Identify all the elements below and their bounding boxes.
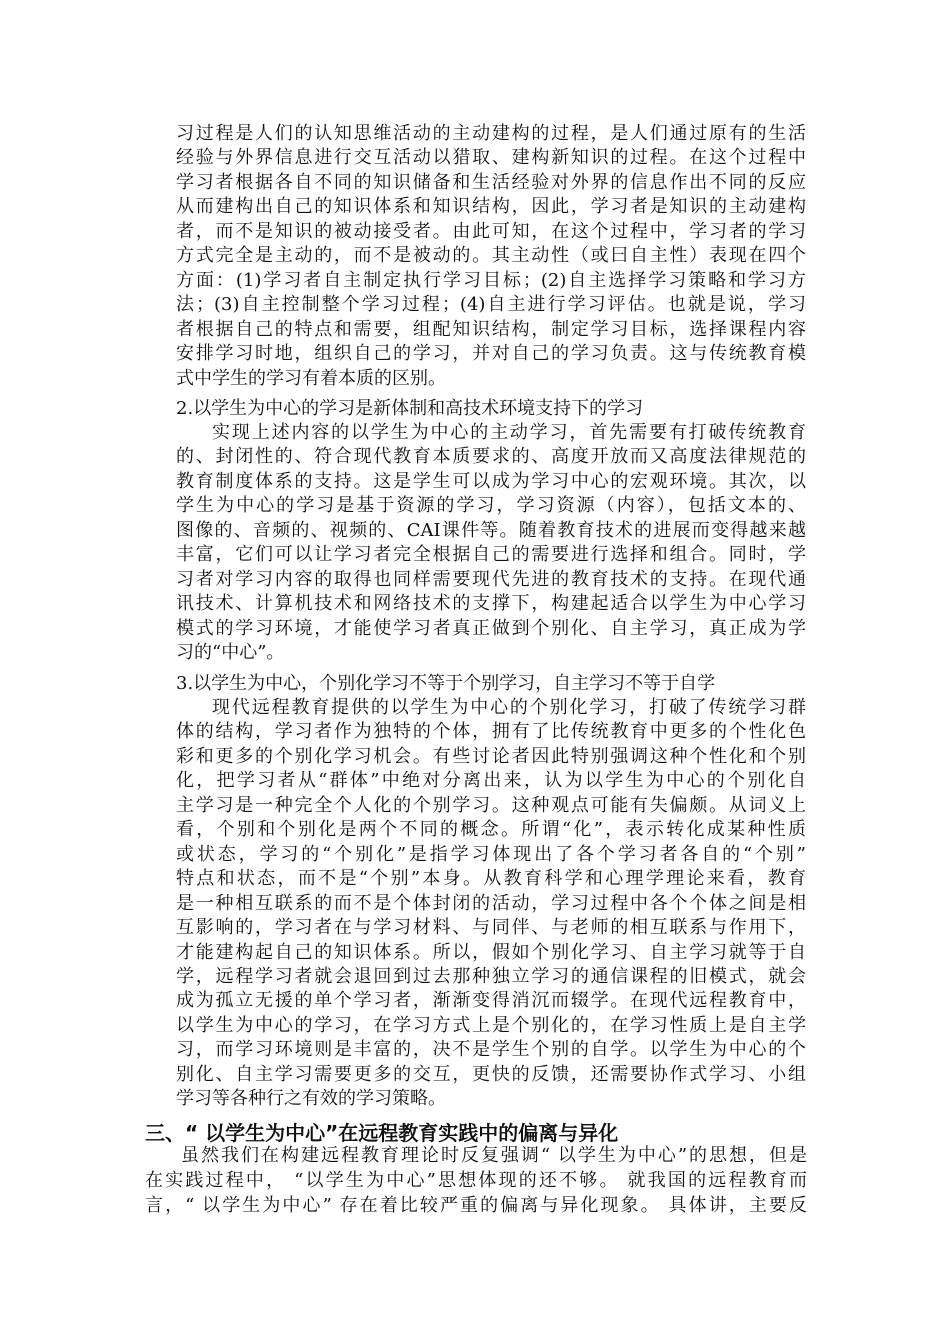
text-line: 互影响的，学习者在与学习材料、与同伴、与老师的相互联系与作用下， <box>176 917 806 939</box>
paragraph-2 <box>176 421 806 666</box>
section-heading: 三、“ 以学生为中心”在远程教育实践中的偏离与异化 <box>145 1121 619 1145</box>
text-line: 是一种相互联系的而不是个体封闭的活动，学习过程中各个个体之间是相 <box>176 892 806 914</box>
text-line: 在实践过程中， “以学生为中心”思想体现的还不够。 就我国的远程教育而 <box>145 1170 807 1191</box>
text-line: 彩和更多的个别化学习机会。有些讨论者因此特别强调这种个性化和个别 <box>176 745 806 767</box>
text-line: 以学生为中心的学习，在学习方式上是个别化的，在学习性质上是自主学 <box>176 1014 806 1036</box>
subheading-3: 3.以学生为中心，个别化学习不等于个别学习，自主学习不等于自学 <box>176 673 716 694</box>
text-line: 者，而不是知识的被动接受者。由此可知，在这个过程中，学习者的学习 <box>176 220 806 242</box>
text-line: 式中学生的学习有着本质的区别。 <box>176 367 446 389</box>
text-line: 模式的学习环境，才能使学习者真正做到个别化、自主学习，真正成为学 <box>176 617 806 639</box>
text-line: 别化、自主学习需要更多的交互，更快的反馈，还需要协作式学习、小组 <box>176 1063 806 1085</box>
text-line: 法；(3)自主控制整个学习过程；(4)自主进行学习评估。也就是说，学习 <box>176 294 806 316</box>
paragraph-3 <box>176 696 806 1112</box>
text-line: 现代远程教育提供的以学生为中心的个别化学习，打破了传统学习群 <box>212 697 806 718</box>
text-line: 言，“ 以学生为中心” 存在着比较严重的偏离与异化现象。 具体讲，主要反 <box>145 1195 807 1216</box>
text-line: 者根据自己的特点和需要，组配知识结构，制定学习目标，选择课程内容 <box>176 318 806 340</box>
text-line: 从而建构出自己的知识体系和知识结构，因此，学习者是知识的主动建构 <box>176 196 806 218</box>
text-line: 化，把学习者从“群体”中绝对分离出来，认为以学生为中心的个别化自 <box>176 770 806 792</box>
text-line: 实现上述内容的以学生为中心的主动学习，首先需要有打破传统教育 <box>212 422 806 443</box>
text-line: 丰富，它们可以让学习者完全根据自己的需要进行选择和组合。同时，学 <box>176 544 806 566</box>
text-line: 经验与外界信息进行交互活动以猎取、建构新知识的过程。在这个过程中 <box>176 147 806 169</box>
paragraph-1 <box>176 122 806 391</box>
text-line: 教育制度体系的支持。这是学生可以成为学习中心的宏观环境。其次，以 <box>176 470 806 492</box>
text-line: 图像的、音频的、视频的、CAI课件等。随着教育技术的进展而变得越来越 <box>176 519 806 541</box>
text-line: 体的结构，学习者作为独特的个体，拥有了比传统教育中更多的个性化色 <box>176 721 806 743</box>
text-line: 方式完全是主动的，而不是被动的。其主动性（或曰自主性）表现在四个 <box>176 245 806 267</box>
text-line: 或状态，学习的“个别化”是指学习体现出了各个学习者各自的“个别” <box>176 843 806 865</box>
text-line: 方面：(1)学习者自主制定执行学习目标；(2)自主选择学习策略和学习方 <box>176 269 806 291</box>
text-line: 学，远程学习者就会退回到过去那种独立学习的通信课程的旧模式，就会 <box>176 965 806 987</box>
text-line: 才能建构起自己的知识体系。所以，假如个别化学习、自主学习就等于自 <box>176 941 806 963</box>
text-line: 安排学习时地，组织自己的学习，并对自己的学习负责。这与传统教育模 <box>176 343 806 365</box>
subheading-2: 2.以学生为中心的学习是新体制和高技术环境支持下的学习 <box>176 398 644 419</box>
text-line: 习者对学习内容的取得也同样需要现代先进的教育技术的支持。在现代通 <box>176 568 806 590</box>
text-line: 特点和状态，而不是“个别”本身。从教育科学和心理学理论来看，教育 <box>176 868 806 890</box>
text-line: 讯技术、计算机技术和网络技术的支撑下，构建起适合以学生为中心学习 <box>176 593 806 615</box>
text-line: 学习等各种行之有效的学习策略。 <box>176 1088 446 1110</box>
text-line: 虽然我们在构建远程教育理论时反复强调“ 以学生为中心”的思想，但是 <box>181 1145 807 1166</box>
text-line: 主学习是一种完全个人化的个别学习。这种观点可能有失偏颇。从词义上 <box>176 794 806 816</box>
text-line: 习，而学习环境则是丰富的，决不是学生个别的自学。以学生为中心的个 <box>176 1039 806 1061</box>
text-line: 成为孤立无援的单个学习者，渐渐变得消沉而辍学。在现代远程教育中， <box>176 990 806 1012</box>
paragraph-4 <box>145 1143 807 1218</box>
text-line: 的、封闭性的、符合现代教育本质要求的、高度开放而又高度法律规范的 <box>176 446 806 468</box>
text-line: 看，个别和个别化是两个不同的概念。所谓“化”，表示转化成某种性质 <box>176 819 806 841</box>
text-line: 学生为中心的学习是基于资源的学习，学习资源（内容），包括文本的、 <box>176 495 806 517</box>
text-line: 习过程是人们的认知思维活动的主动建构的过程，是人们通过原有的生活 <box>176 123 806 144</box>
text-line: 习的“中心”。 <box>176 642 285 664</box>
text-line: 学习者根据各自不同的知识储备和生活经验对外界的信息作出不同的反应 <box>176 171 806 193</box>
